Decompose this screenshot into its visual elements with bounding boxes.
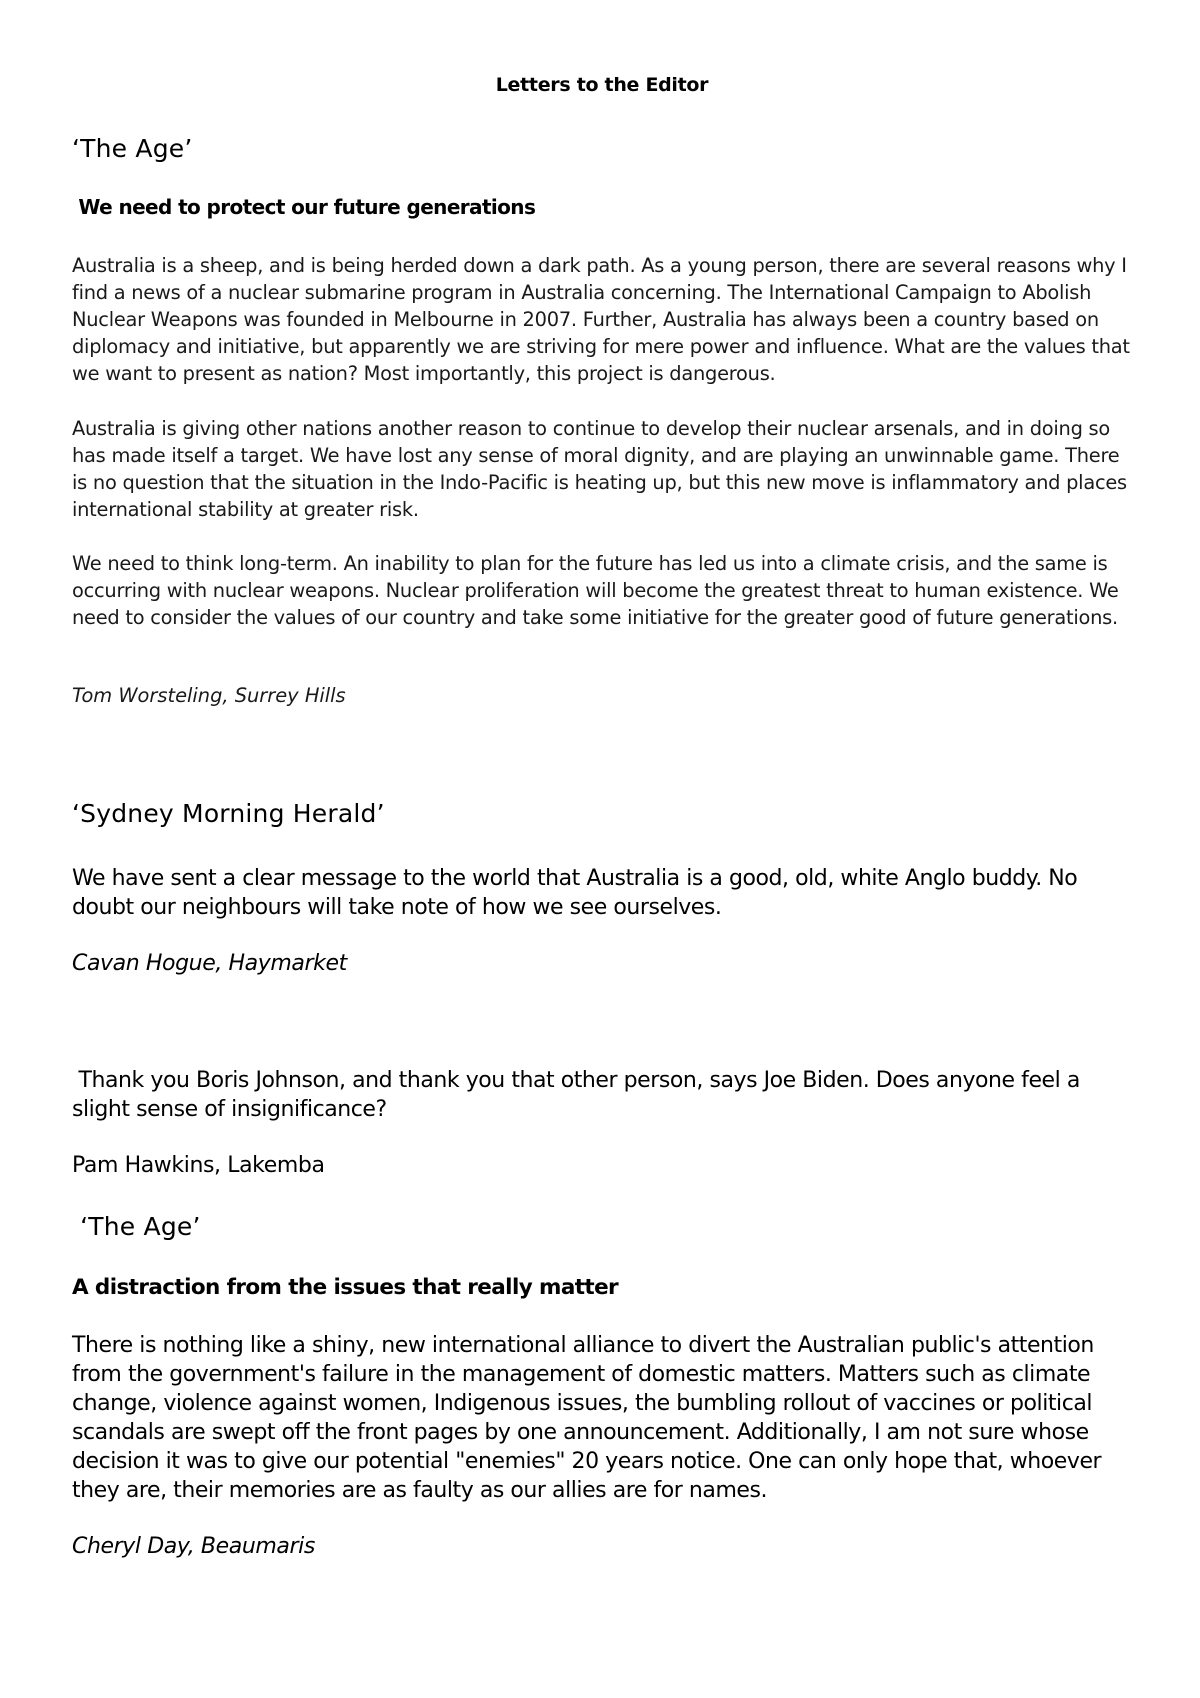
publication-name: ‘The Age’	[72, 134, 193, 163]
letter-paragraph: There is nothing like a shiny, new international alliance to divert the Australian public's attention from the government's failure in the management of domestic matters. Matters such as climate change, violence against women, Indigenous issues, the bumbling rollout of vaccines or political scandals are swept off the front pages by one announcement. Additionally, I am not sure whose decision it was to give our potential "enemies" 20 years notice. One can only hope that, whoever they are, their memories are as faulty as our allies are for names.	[72, 1333, 1102, 1503]
letter-paragraph: We have sent a clear message to the world that Australia is a good, old, white Anglo buddy. No doubt our neighbours will take note of how we see ourselves.	[72, 866, 1078, 920]
letter-heading: A distraction from the issues that really matter	[72, 1275, 619, 1300]
letter-heading: We need to protect our future generations	[72, 195, 536, 219]
letter-signature: Cheryl Day, Beaumaris	[72, 1534, 315, 1559]
letter-paragraph: Australia is a sheep, and is being herded down a dark path. As a young person, there are several reasons why I find a news of a nuclear submarine program in Australia concerning. The International Campaign to Abolish Nuclear Weapons was founded in Melbourne in 2007. Further, Australia has always been a country based on diplomacy and initiative, but apparently we are striving for mere power and influence. What are the values that we want to present as nation? Most importantly, this project is dangerous.	[72, 254, 1130, 385]
publication-name: ‘The Age’	[72, 1212, 201, 1241]
letter-paragraph: Thank you Boris Johnson, and thank you that other person, says Joe Biden. Does anyone feel a slight sense of insignificance?	[72, 1068, 1087, 1122]
letter-paragraph: Australia is giving other nations another reason to continue to develop their nuclear arsenals, and in doing so has made itself a target. We have lost any sense of moral dignity, and are playing an unwinnable game. There is no question that the situation in the Indo-Pacific is heating up, but this new move is inflammatory and places international stability at greater risk.	[72, 417, 1127, 521]
document-title: Letters to the Editor	[495, 74, 709, 96]
publication-name: ‘Sydney Morning Herald’	[72, 799, 385, 828]
letter-signature: Pam Hawkins, Lakemba	[72, 1153, 325, 1178]
letter-signature: Tom Worsteling, Surrey Hills	[72, 684, 346, 707]
letter-signature: Cavan Hogue, Haymarket	[72, 951, 347, 976]
letter-paragraph: We need to think long-term. An inability to plan for the future has led us into a climate crisis, and the same is occurring with nuclear weapons. Nuclear proliferation will become the greatest threat to human existence. We need to consider the values of our country and take some initiative for the greater good of future generations.	[72, 552, 1119, 629]
